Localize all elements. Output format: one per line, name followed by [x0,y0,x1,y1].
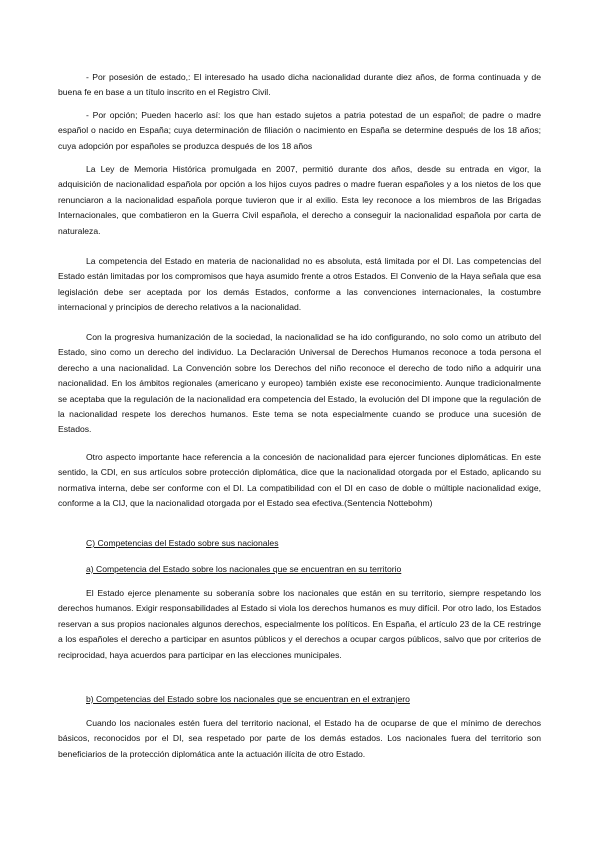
section-heading-c: C) Competencias del Estado sobre sus nacionales [86,538,279,548]
paragraph-opcion: - Por opción; Pueden hacerlo así: los que han estado sujetos a patria potestad de un español; de padre o madre español o nacido en España; cuya determinación de filiación o nacimiento en España se determine después de los 18 años; cuya adopción por españoles se produzca después de los 18 años [58,110,541,151]
paragraph-nacionales-extranjero: Cuando los nacionales estén fuera del territorio nacional, el Estado ha de ocuparse de que el mínimo de derechos básicos, reconocidos por el DI, sea respetado por parte de los demás estados. Los nacionales fuera del territorio son beneficiarios de la protección diplomática ante la actuación ilícita de otro Estado. [58,718,541,759]
paragraph-humanizacion: Con la progresiva humanización de la sociedad, la nacionalidad se ha ido configurando, no solo como un atributo del Estado, sino como un derecho del individuo. La Declaración Universal de Derechos Humanos reconoce a toda persona el derecho a una nacionalidad. La Convención sobre los Derechos del niño reconoce el derecho de todo niño a adquirir una nacionalidad. En los ámbitos regionales (americano y europeo) también existe ese reconocimiento. Aunque tradicionalmente se aceptaba que la regulación de la nacionalidad era competencia del Estado, la evolución del DI impone que la regulación de la nacionalidad respete los derechos humanos. Este tema se nota especialmente cuando se produce una sucesión de Estados. [58,332,541,435]
paragraph-nacionales-territorio: El Estado ejerce plenamente su soberanía sobre los nacionales que están en su territorio, siempre respetando los derechos humanos. Exigir responsabilidades al Estado si viola los derechos humanos es muy difícil. Por otro lado, los Estados reservan a sus propios nacionales algunos derechos, especialmente los políticos. En España, el artículo 23 de la CE restringe a los españoles el derecho a participar en asuntos públicos y el derechos a ocupar cargos públicos, salvo que por criterios de reciprocidad, haya acuerdos para participar en las elecciones municipales. [58,588,541,660]
paragraph-competencia-limitada: La competencia del Estado en materia de nacionalidad no es absoluta, está limitada por el DI. Las competencias del Estado están limitadas por los compromisos que haya asumido frente a otros Estados. El Convenio de la Haya señala que esa legislación debe ser aceptada por los demás Estados, conforme a las convenciones internacionales, la costumbre internacional y principios de derecho relativos a la nacionalidad. [58,256,541,313]
paragraph-funciones-diplomaticas: Otro aspecto importante hace referencia a la concesión de nacionalidad para ejercer funciones diplomáticas. En este sentido, la CDI, en sus artículos sobre protección diplomática, dice que la nacionalidad otorgada por el Estado, aplicando su normativa interna, debe ser conforme con el DI. La compatibilidad con el DI en caso de doble o múltiple nacionalidad exige, conforme a la CIJ, que la nacionalidad otorgada por el Estado sea efectiva.(Sentencia Nottebohm) [58,452,541,509]
paragraph-memoria-historica: La Ley de Memoria Histórica promulgada en 2007, permitió durante dos años, desde su entrada en vigor, la adquisición de nacionalidad española por opción a los hijos cuyos padres o madre fueran españoles y a los nietos de los que renunciaron a la nacionalidad española porque tuvieron que ir al exilio. Esta ley reconoce a los miembros de las Brigadas Internacionales, que combatieron en la Guerra Civil española, el derecho a conseguir la nacionalidad española por carta de naturaleza. [58,164,541,236]
paragraph-posesion-estado: - Por posesión de estado,: El interesado ha usado dicha nacionalidad durante diez años, de forma continuada y de buena fe en base a un título inscrito en el Registro Civil. [58,72,541,98]
subsection-heading-a: a) Competencia del Estado sobre los nacionales que se encuentran en su territorio [86,564,402,574]
subsection-heading-b: b) Competencias del Estado sobre los nacionales que se encuentran en el extranjero [86,694,410,704]
